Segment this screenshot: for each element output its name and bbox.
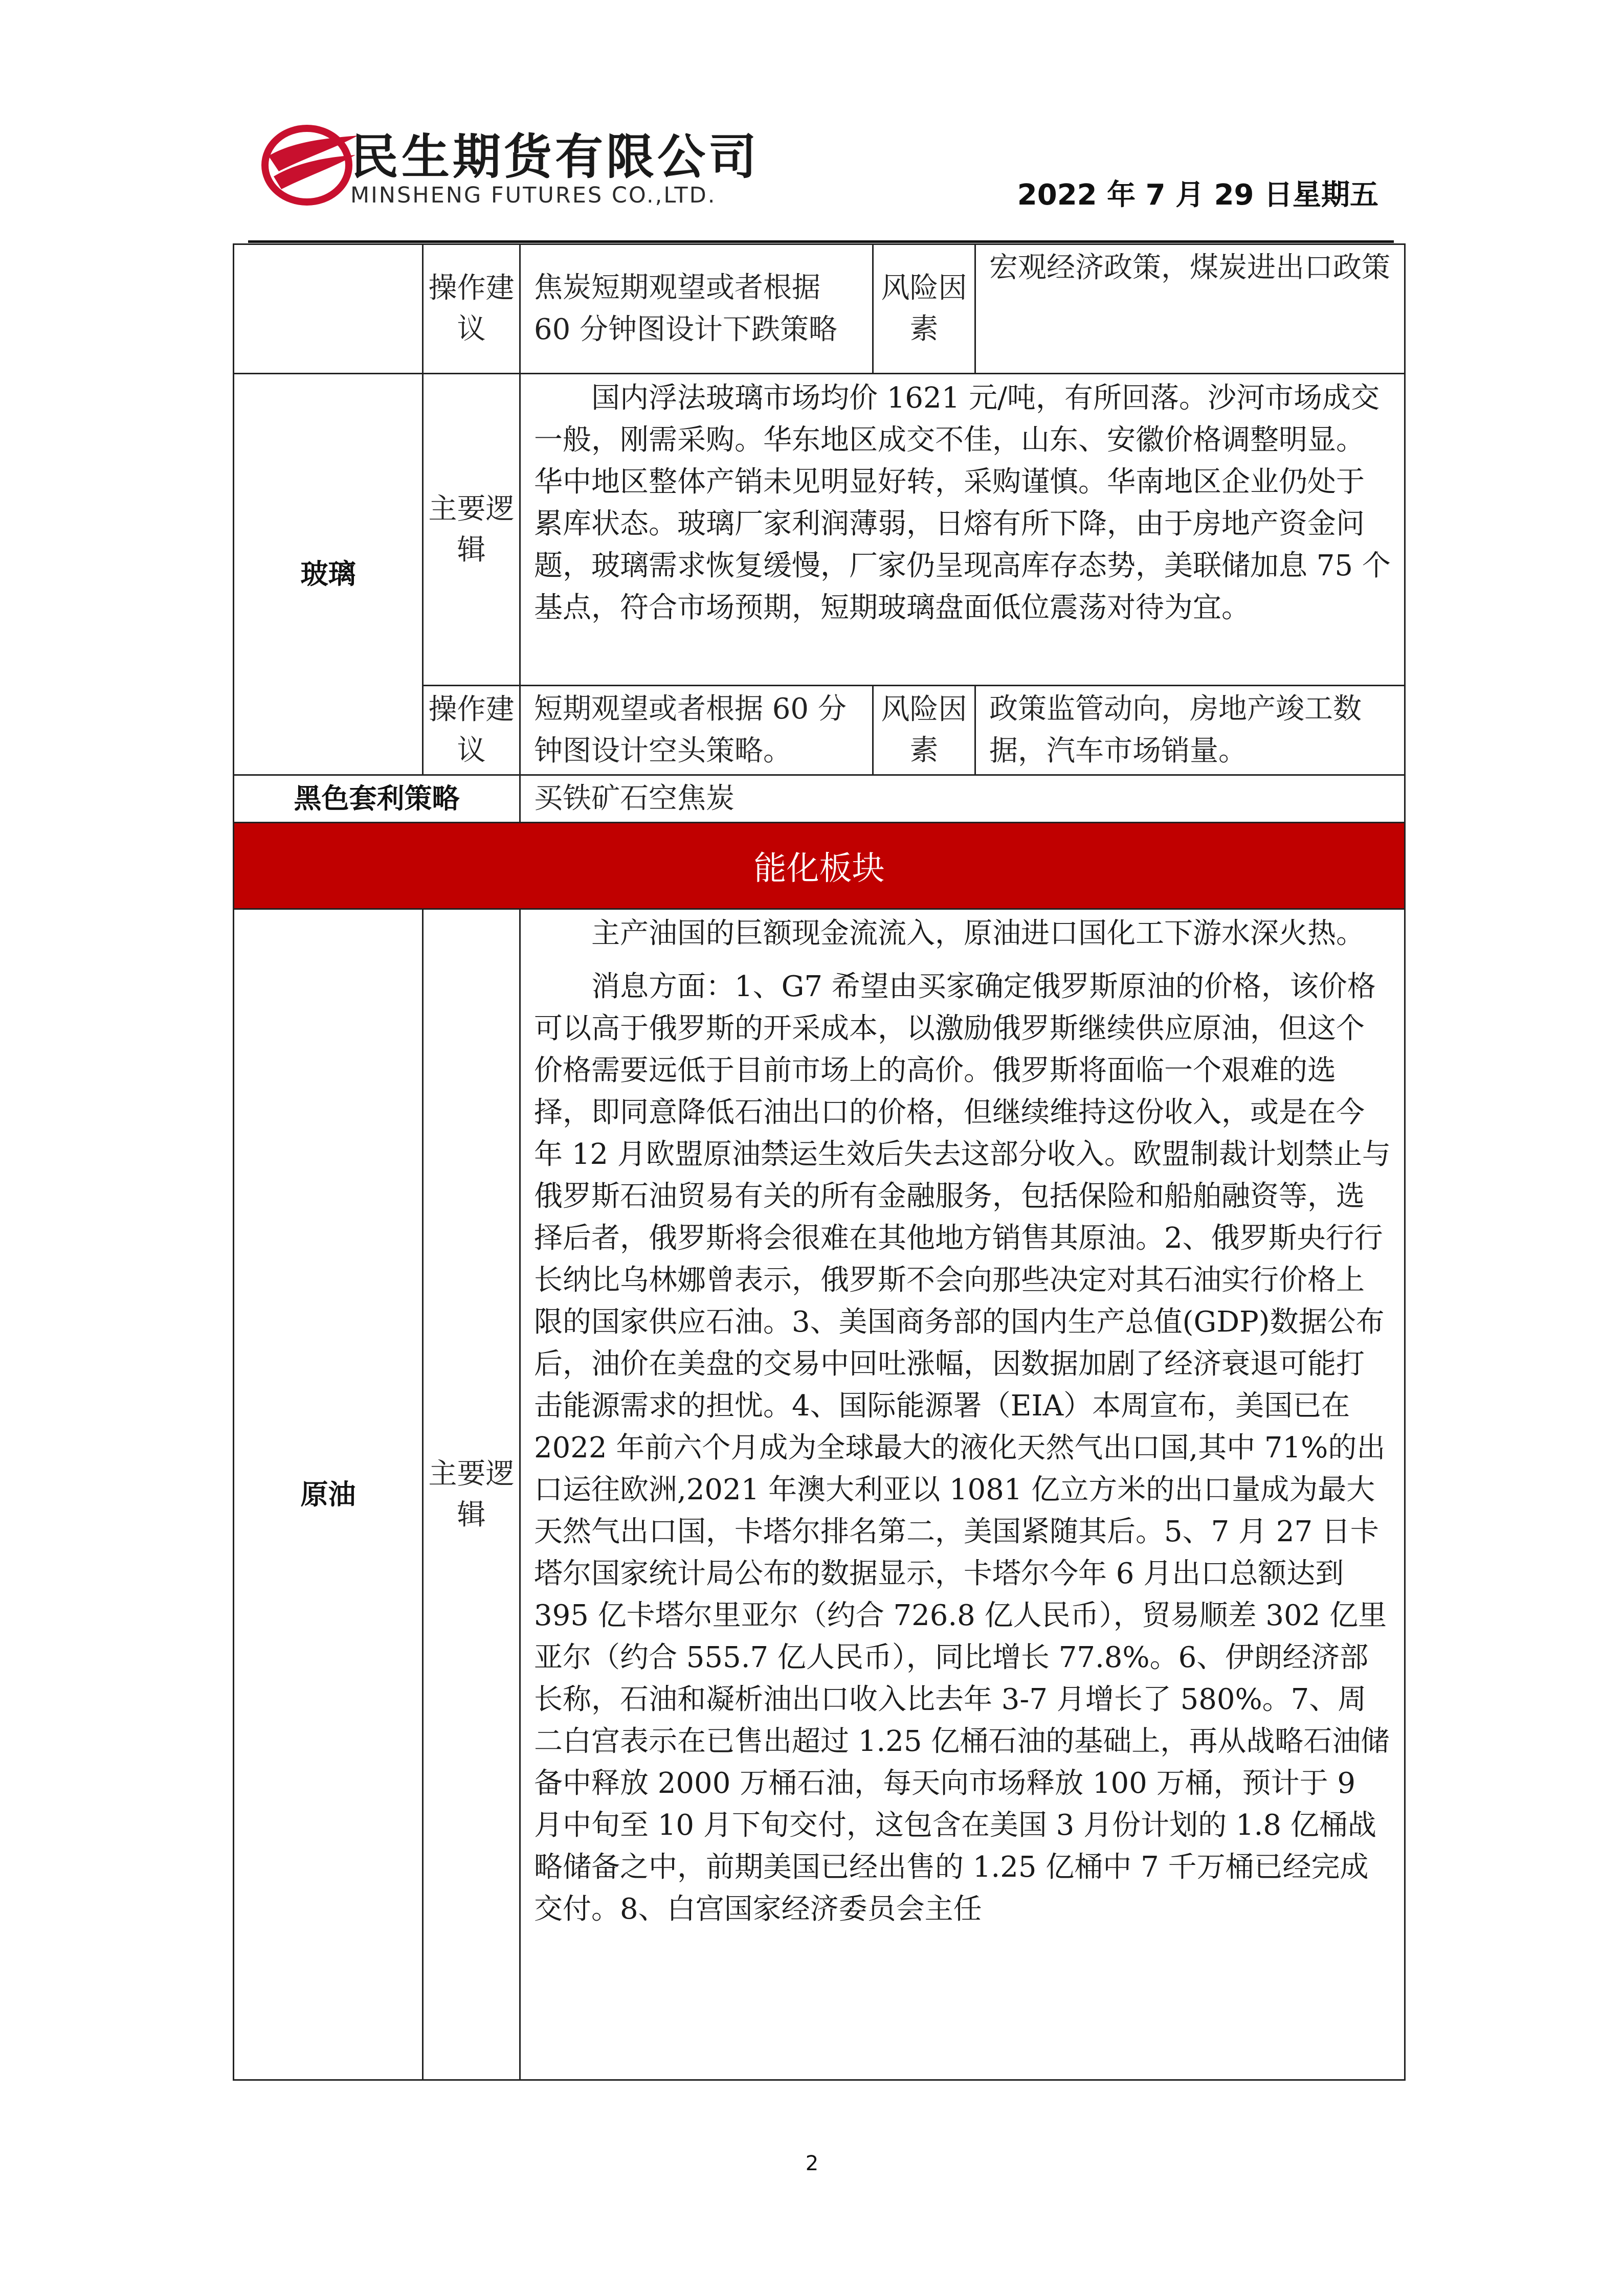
minsheng-logo-icon <box>258 120 361 207</box>
glass-name: 玻璃 <box>234 374 423 775</box>
glass-risk-label: 风险因素 <box>873 686 975 775</box>
glass-op-text: 短期观望或者根据 60 分钟图设计空头策略。 <box>520 686 873 775</box>
arbitrage-text: 买铁矿石空焦炭 <box>520 775 1405 823</box>
coke-op-label: 操作建议 <box>423 244 520 374</box>
glass-logic-cell <box>520 374 1405 686</box>
header-divider <box>248 240 1394 243</box>
coke-name-cell <box>234 244 423 374</box>
crude-logic-para-2: 消息方面：1、G7 希望由买家确定俄罗斯原油的价格，该价格可以高于俄罗斯的开采成本，以激励俄罗斯继续供应原油，但这个价格需要远低于目前市场上的高价。俄罗斯将面临一个艰难的选择，即同意降低石油出口的价格，但继续维持这份收入，或是在今年 12 月欧盟原油禁运生效后失去这部分收入。欧盟制裁计划禁止与俄罗斯石油贸易有关的所有金融服务，包括保险和船舶融资等，选择后者，俄罗斯将会很难在其他地方销售其原油。2、俄罗斯央行行长纳比乌林娜曾表示，俄罗斯不会向那些决定对其石油实行价格上限的国家供应石油。3、美国商务部的国内生产总值(GDP)数据公布后，油价在美盘的交易中回吐涨幅，因数据加剧了经济衰退可能打击能源需求的担忧。4、国际能源署（EIA）本周宣布，美国已在 2022 年前六个月成为全球最大的液化天然气出口国,其中 71%的出口运往欧洲,2021 年澳大利亚以 1081 亿立方米的出口量成为最大天然气出口国，卡塔尔排名第二，美国紧随其后。5、7 月 27 日卡塔尔国家统计局公布的数据显示，卡塔尔今年 6 月出口总额达到 395 亿卡塔尔里亚尔（约合 726.8 亿人民币），贸易顺差 302 亿里亚尔（约合 555.7 亿人民币），同比增长 77.8%。6、伊朗经济部长称，石油和凝析油出口收入比去年 3-7 月增长了 580%。7、周二白宫表示在已售出超过 1.25 亿桶石油的基础上，再从战略石油储备中释放 2000 万桶石油，每天向市场释放 100 万桶，预计于 9 月中旬至 10 月下旬交付，这包含在美国 3 月份计划的 1.8 亿桶战略储备之中，前期美国已经出售的 1.25 亿桶中 7 千万桶已经完成交付。8、白宫国家经济委员会主任 <box>534 970 1391 1926</box>
coke-risk-label: 风险因素 <box>873 244 975 374</box>
report-table <box>233 243 1406 2081</box>
glass-logic-label: 主要逻辑 <box>423 374 520 686</box>
section-row <box>234 823 1405 909</box>
glass-risk-text: 政策监管动向，房地产竣工数据，汽车市场销量。 <box>975 686 1405 775</box>
arbitrage-label: 黑色套利策略 <box>234 775 520 823</box>
crude-logic-label: 主要逻辑 <box>423 909 520 2080</box>
crude-logic-row <box>234 909 1405 2080</box>
crude-name: 原油 <box>234 909 423 2080</box>
glass-op-label: 操作建议 <box>423 686 520 775</box>
company-name-cn: 民生期货有限公司 <box>350 129 760 185</box>
report-date: 2022 年 7 月 29 日星期五 <box>1017 178 1378 212</box>
coke-risk-text: 宏观经济政策，煤炭进出口政策 <box>975 244 1405 374</box>
page-number: 2 <box>805 2152 819 2175</box>
page-header <box>233 115 1409 238</box>
crude-logic-cell <box>520 909 1405 2080</box>
arbitrage-row <box>234 775 1405 823</box>
company-name-en: MINSHENG FUTURES CO.,LTD. <box>350 183 717 208</box>
coke-operation-row <box>234 244 1405 374</box>
section-title: 能化板块 <box>234 823 1405 909</box>
crude-logic-para-1: 主产油国的巨额现金流流入，原油进口国化工下游水深火热。 <box>591 917 1365 950</box>
coke-op-text: 焦炭短期观望或者根据 60 分钟图设计下跌策略 <box>520 244 873 374</box>
glass-logic-text: 国内浮法玻璃市场均价 1621 元/吨，有所回落。沙河市场成交一般，刚需采购。华东地区成交不佳，山东、安徽价格调整明显。华中地区整体产销未见明显好转，采购谨慎。华南地区企业仍处于累库状态。玻璃厂家利润薄弱，日熔有所下降，由于房地产资金问题，玻璃需求恢复缓慢，厂家仍呈现高库存态势，美联储加息 75 个基点，符合市场预期，短期玻璃盘面低位震荡对待为宜。 <box>534 381 1391 624</box>
glass-logic-row <box>234 374 1405 686</box>
